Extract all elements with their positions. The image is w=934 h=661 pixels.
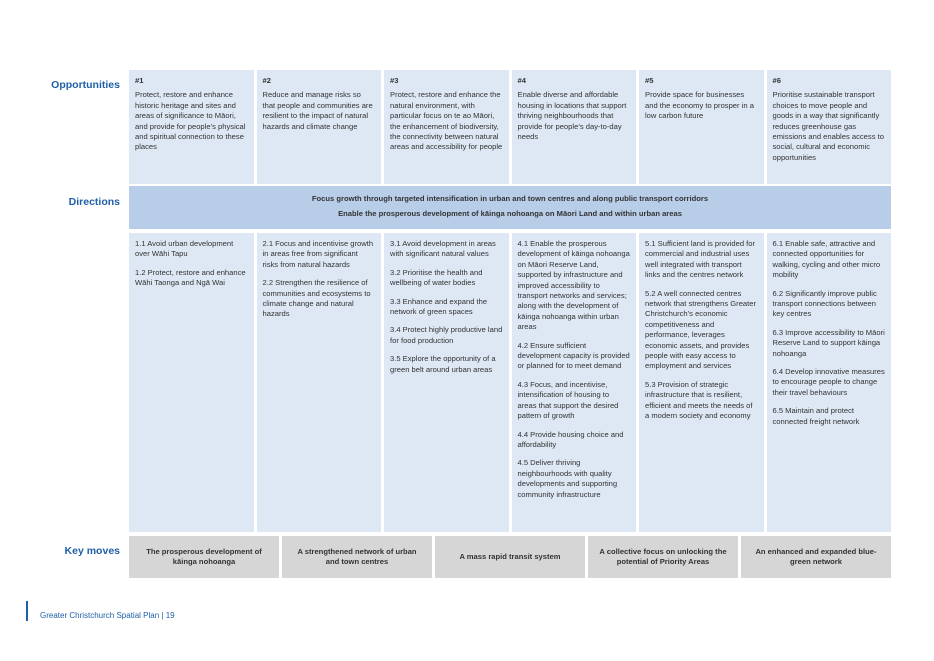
direction-item: 3.1 Avoid development in areas with significant natural values [390, 239, 496, 259]
key-moves-label: Key moves [64, 545, 120, 557]
direction-item: 5.1 Sufficient land is provided for commercial and industrial uses well integrated with transport links and the centres network [645, 239, 756, 280]
opportunity-text: Prioritise sustainable transport choices to move people and goods in a way that significantly reduces greenhouse gas emissions and enables access to social, cultural and economic opportunities [772, 90, 884, 162]
direction-item: 4.5 Deliver thriving neighbourhoods with quality developments and supporting community infrastructure [517, 458, 618, 499]
opportunity-cell-5 [639, 70, 764, 184]
direction-item: 3.5 Explore the opportunity of a green belt around urban areas [390, 354, 496, 374]
direction-item: 6.2 Significantly improve public transport connections between key centres [772, 288, 877, 319]
opportunity-number: #2 [262, 76, 271, 85]
opportunity-text: Provide space for businesses and the economy to prosper in a low carbon future [645, 90, 754, 121]
footer-page-label: Greater Christchurch Spatial Plan | 19 [40, 611, 175, 620]
direction-item: 5.3 Provision of strategic infrastructure that is resilient, efficient and meets the needs of a modern society and economy [645, 379, 753, 421]
direction-item: 4.3 Focus, and incentivise, intensification of housing to areas that support the desired pattern of growth [517, 379, 619, 421]
footer-accent-bar [26, 601, 28, 621]
direction-item: 4.2 Ensure sufficient development capacity is provided or planned for to meet demand [517, 340, 630, 371]
key-move-kainga-nohoanga: The prosperous development of kāinga nohoanga [129, 536, 279, 578]
banner-line-1: Focus growth through targeted intensification in urban and town centres and along public transport corridors [311, 194, 709, 203]
direction-cell-2 [257, 233, 382, 532]
direction-cell-4 [512, 233, 637, 532]
key-moves-row [129, 536, 891, 578]
opportunities-label: Opportunities [51, 79, 120, 91]
direction-cell-3 [384, 233, 509, 532]
opportunity-text: Protect, restore and enhance historic heritage and sites and areas of significance to Māori, and provide for people’s physical and spiritual connection to these places [135, 90, 246, 152]
opportunity-cell-2 [257, 70, 382, 184]
direction-item: 2.2 Strengthen the resilience of communities and ecosystems to climate change and natural hazards [262, 278, 371, 319]
directions-row [129, 233, 891, 532]
direction-item: 4.4 Provide housing choice and affordability [517, 429, 624, 449]
directions-banner [129, 186, 891, 229]
banner-line-2: Enable the prosperous development of kāinga nohoanga on Māori Land and within urban areas [338, 209, 682, 218]
key-move-blue-green-network: An enhanced and expanded blue-green network [741, 536, 891, 578]
direction-item: 4.1 Enable the prosperous development of kāinga nohoanga on Māori Reserve Land, supported by infrastructure and improved accessibility to transport networks and services; along with the development of kāinga nohoanga within urban areas [517, 239, 630, 332]
opportunity-number: #5 [645, 76, 654, 85]
direction-item: 1.1 Avoid urban development over Wāhi Tapu [135, 239, 234, 259]
opportunities-row [129, 70, 891, 184]
direction-item: 3.4 Protect highly productive land for food production [390, 325, 503, 345]
key-move-centres-network: A strengthened network of urban and town centres [282, 536, 432, 578]
direction-item: 3.3 Enhance and expand the network of green spaces [390, 296, 488, 317]
opportunity-text: Reduce and manage risks so that people and communities are resilient to the impact of natural hazards and climate change [262, 90, 373, 131]
direction-item: 5.2 A well connected centres network that strengthens Greater Christchurch’s economic competitiveness and performance, leverages economic assets, and provides people with easy access to employment and services [645, 288, 757, 371]
key-move-mass-rapid-transit: A mass rapid transit system [435, 536, 585, 578]
opportunity-number: #6 [772, 76, 781, 85]
direction-item: 2.1 Focus and incentivise growth in areas free from significant risks from natural hazards [262, 239, 374, 269]
opportunity-text: Protect, restore and enhance the natural environment, with particular focus on te ao Māori, the enhancement of biodiversity, the connectivity between natural areas and accessibility for people [390, 90, 503, 152]
direction-cell-5 [639, 233, 764, 532]
opportunity-cell-1 [129, 70, 254, 184]
direction-item: 6.4 Develop innovative measures to encourage people to change their travel behaviours [772, 367, 885, 397]
direction-item: 6.1 Enable safe, attractive and connected opportunities for walking, cycling and other micro mobility [772, 239, 881, 280]
opportunity-text: Enable diverse and affordable housing in locations that support thriving neighbourhoods that provide for people’s day-to-day needs [517, 90, 627, 142]
direction-item: 6.5 Maintain and protect connected freight network [772, 406, 860, 426]
opportunity-cell-4 [512, 70, 637, 184]
opportunity-cell-6 [767, 70, 892, 184]
direction-item: 1.2 Protect, restore and enhance Wāhi Taonga and Ngā Wai [135, 267, 246, 288]
direction-item: 6.3 Improve accessibility to Māori Reserve Land to support kāinga nohoanga [772, 327, 885, 358]
directions-label: Directions [68, 196, 120, 208]
key-move-priority-areas: A collective focus on unlocking the potential of Priority Areas [588, 536, 738, 578]
direction-cell-6 [767, 233, 892, 532]
opportunity-number: #3 [390, 76, 399, 85]
opportunity-number: #1 [135, 76, 144, 85]
direction-cell-1 [129, 233, 254, 532]
opportunity-cell-3 [384, 70, 509, 184]
opportunity-number: #4 [517, 76, 526, 85]
direction-item: 3.2 Prioritise the health and wellbeing of water bodies [390, 267, 483, 288]
